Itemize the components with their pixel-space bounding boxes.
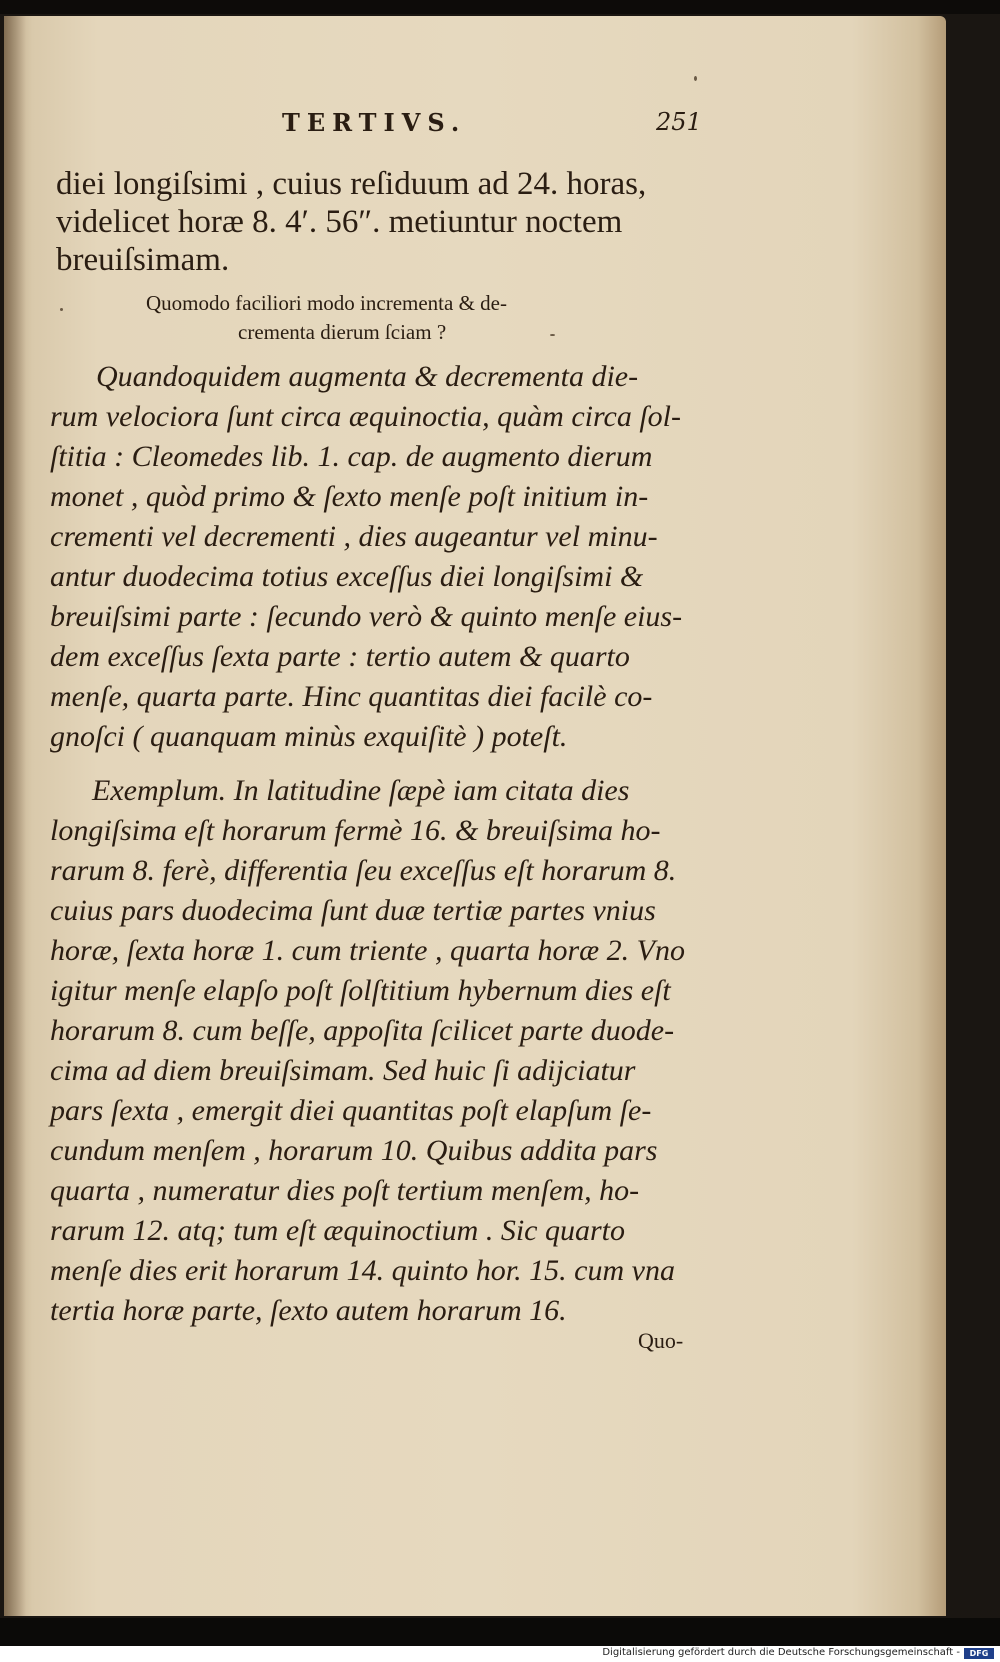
paper-speck [60,308,63,311]
text-line: diei longiſsimi , cuius reſiduum ad 24. horas, [56,166,647,202]
paragraph-line: menſe dies erit horarum 14. quinto hor. 15. cum vna [50,1254,675,1287]
section-heading-line: Quomodo faciliori modo incrementa & de- [146,291,507,315]
paragraph-line: quarta , numeratur dies poſt tertium menſem, ho- [50,1174,640,1207]
paragraph-line: breuiſsimi parte : ſecundo verò & quinto menſe eius- [50,600,683,633]
paragraph-line: Exemplum. In latitudine ſæpè iam citata dies [92,774,630,807]
binding-shadow [4,16,26,1616]
paragraph-line: gnoſci ( quanquam minùs exquiſitè ) poteſt. [50,720,568,753]
paragraph-line: monet , quòd primo & ſexto menſe poſt initium in- [50,480,649,513]
paragraph-line: crementi vel decrementi , dies augeantur vel minu- [50,520,658,553]
paragraph-line: cima ad diem breuiſsimam. Sed huic ſi adijciatur [50,1054,636,1087]
digitization-footer [0,1646,1000,1662]
dfg-logo: DFG [964,1648,994,1659]
paper-speck [694,76,697,81]
paragraph-line: igitur menſe elapſo poſt ſolſtitium hybernum dies eſt [50,974,671,1007]
catchword: Quo- [638,1328,684,1353]
text-line: videlicet horæ 8. 4′. 56″. metiuntur noctem [56,204,623,240]
paragraph-line: ſtitia : Cleomedes lib. 1. cap. de augmento dierum [50,440,653,473]
paper-speck [550,334,555,336]
paragraph-line: cuius pars duodecima ſunt duæ tertiæ partes vnius [50,894,656,927]
paragraph-line: menſe, quarta parte. Hinc quantitas diei facilè co- [50,680,653,713]
paragraph-line: rarum 12. atq; tum eſt æquinoctium . Sic quarto [50,1214,625,1247]
book-page [4,16,946,1616]
running-head: TERTIVS. [282,108,467,137]
section-heading-line: crementa dierum ſciam ? [238,320,447,344]
paragraph-line: Quandoquidem augmenta & decrementa die- [96,360,639,393]
paragraph-line: tertia horæ parte, ſexto autem horarum 16. [50,1294,567,1327]
paragraph-line: cundum menſem , horarum 10. Quibus addita pars [50,1134,658,1167]
page-number: 251 [656,108,702,136]
paragraph-line: longiſsima eſt horarum fermè 16. & breuiſsima ho- [50,814,661,847]
scan-top-border [0,0,1000,14]
paragraph-line: rarum 8. ferè, differentia ſeu exceſſus eſt horarum 8. [50,854,677,887]
paragraph-line: horarum 8. cum beſſe, appoſita ſcilicet parte duode- [50,1014,675,1047]
paragraph-line: rum velociora ſunt circa æquinoctia, quàm circa ſol- [50,400,682,433]
paragraph-line: pars ſexta , emergit diei quantitas poſt elapſum ſe- [50,1094,652,1127]
paragraph-line: dem exceſſus ſexta parte : tertio autem & quarto [50,640,630,673]
scan-bottom-border [0,1618,1000,1646]
footer-credit: Digitalisierung gefördert durch die Deutsche Forschungsgemeinschaft - [602,1647,960,1658]
paragraph-line: horæ, ſexta horæ 1. cum triente , quarta horæ 2. Vno [50,934,685,967]
text-line: breuiſsimam. [56,242,230,278]
paragraph-line: antur duodecima totius exceſſus diei longiſsimi & [50,560,644,593]
